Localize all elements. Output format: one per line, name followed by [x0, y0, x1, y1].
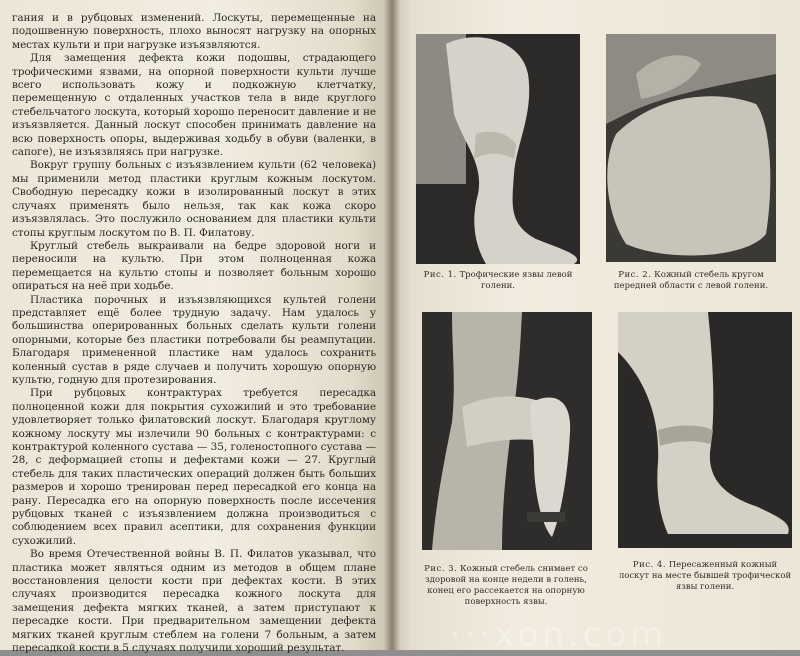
figure-2-caption [606, 270, 776, 292]
left-page [0, 0, 392, 655]
figure-1-caption [416, 270, 580, 292]
figure-3-caption [420, 564, 592, 608]
figure-4-photo [618, 312, 792, 548]
paragraph-6: При рубцовых контрактурах требуется пересадка полноценной кожи для покрытия сухожилий и это требование удовлетворяет только филатовский лоскут. Благодаря круглому кожному лоскуту мы излечили 90 больных с контрактурами: с контрактурой коленного сустава — 35, голеностопного сустава — 28, с деформацией стопы и дефектами кожи — 27. Круглый стебель для таких пластических операций должен быть больших размеров и хорошо тренирован перед пересадкой его конца на рану. Пересадка его на опорную поверхность после иссечения рубцовых тканей с изъязвлением должна производиться с соблюдением всех правил асептики, для сохранения функции сухожилий. [12, 387, 376, 547]
leg-photo-3-image [422, 312, 592, 550]
figure-2-caption-text: Кожный стебель кругом передней области с левой голени. [613, 270, 769, 291]
paragraph-3: Вокруг группу больных с изъязвлением культи (62 человека) мы применили метод пластики круглым кожным лоскутом. Свободную пересадку кожи в изолированный лоскут в этих случаях применять было нельзя, так как кожа скоро изъязвлялась. Это послужило основанием для пластики культи стопы круглым лоскутом по В. П. Филатову. [12, 159, 376, 239]
figure-3-photo [422, 312, 592, 550]
figure-4-caption [618, 560, 792, 593]
paragraph-2: Для замещения дефекта кожи подошвы, страдающего трофическими язвами, на опорной поверхности культи лучше всего использовать кожу и подкожную клетчатку, перемещенную с отдаленных участков тела в виде круглого стебельчатого лоскута, который хорошо переносит давление и не изъязвляется. Данный лоскут способен принимать давление на всю поверхность опоры, выдерживая ходьбу в обуви (валенки, в сапоге), не изъязвляясь при нагрузке. [12, 52, 376, 159]
paragraph-7: Во время Отечественной войны В. П. Филатов указывал, что пластика может являться одним из методов в общем плане восстановления целости кости при дефектах кости. В этих случаях производится пересадка кожного лоскута для замещения дефекта мягких тканей, а затем приступают к пересадке кости. При предварительном замещении дефекта мягких тканей круглым стеблем на голени 7 больным, а затем пересадкой кости в 5 случаях получили хороший результат. [12, 548, 376, 655]
leg-photo-2-image [606, 34, 776, 262]
figure-1-photo [416, 34, 580, 264]
figure-2-photo [606, 34, 776, 262]
watermark: ···xon.com [450, 615, 668, 655]
figure-3-label: Рис. 3. [424, 564, 458, 574]
figure-1-label: Рис. 1. [423, 270, 457, 280]
figure-2-label: Рис. 2. [618, 270, 652, 280]
figure-1-caption-text: Трофические язвы левой голени. [459, 270, 573, 291]
figure-4-caption-text: Пересаженный кожный лоскут на месте бывшей трофической язвы голени. [618, 560, 792, 592]
paragraph-1: гания и в рубцовых изменений. Лоскуты, перемещенные на подошвенную поверхность, плохо выносят нагрузку на опорных местах культи и при нагрузке изъязвляются. [12, 12, 376, 51]
paragraph-5: Пластика порочных и изъязвляющихся культей голени представляет ещё более трудную задачу. Нам удалось у большинства оперированных больных сделать культи голени опорными, которые без пластики потребовали бы реампутации. Благодаря примененной пластике нам удалось сохранить коленный сустав в ряде случаев и получить хорошую опорную культю, годную для протезирования. [12, 293, 376, 386]
book-gutter [384, 0, 400, 650]
figure-4-label: Рис. 4. [632, 560, 667, 570]
figure-3-caption-text: Кожный стебель снимает со здоровой на конце недели в голень, конец его рассекается на опорную поверхность язвы. [425, 564, 588, 607]
paragraph-4: Круглый стебель выкраивали на бедре здоровой ноги и переносили на культю. При этом полноценная кожа перемещается на культю стопы и позволяет больным хорошо опираться на неё при ходьбе. [12, 239, 376, 293]
leg-photo-4-image [618, 312, 792, 548]
right-page [392, 0, 800, 650]
left-page-text [12, 12, 376, 656]
leg-photo-1-image [416, 34, 580, 264]
